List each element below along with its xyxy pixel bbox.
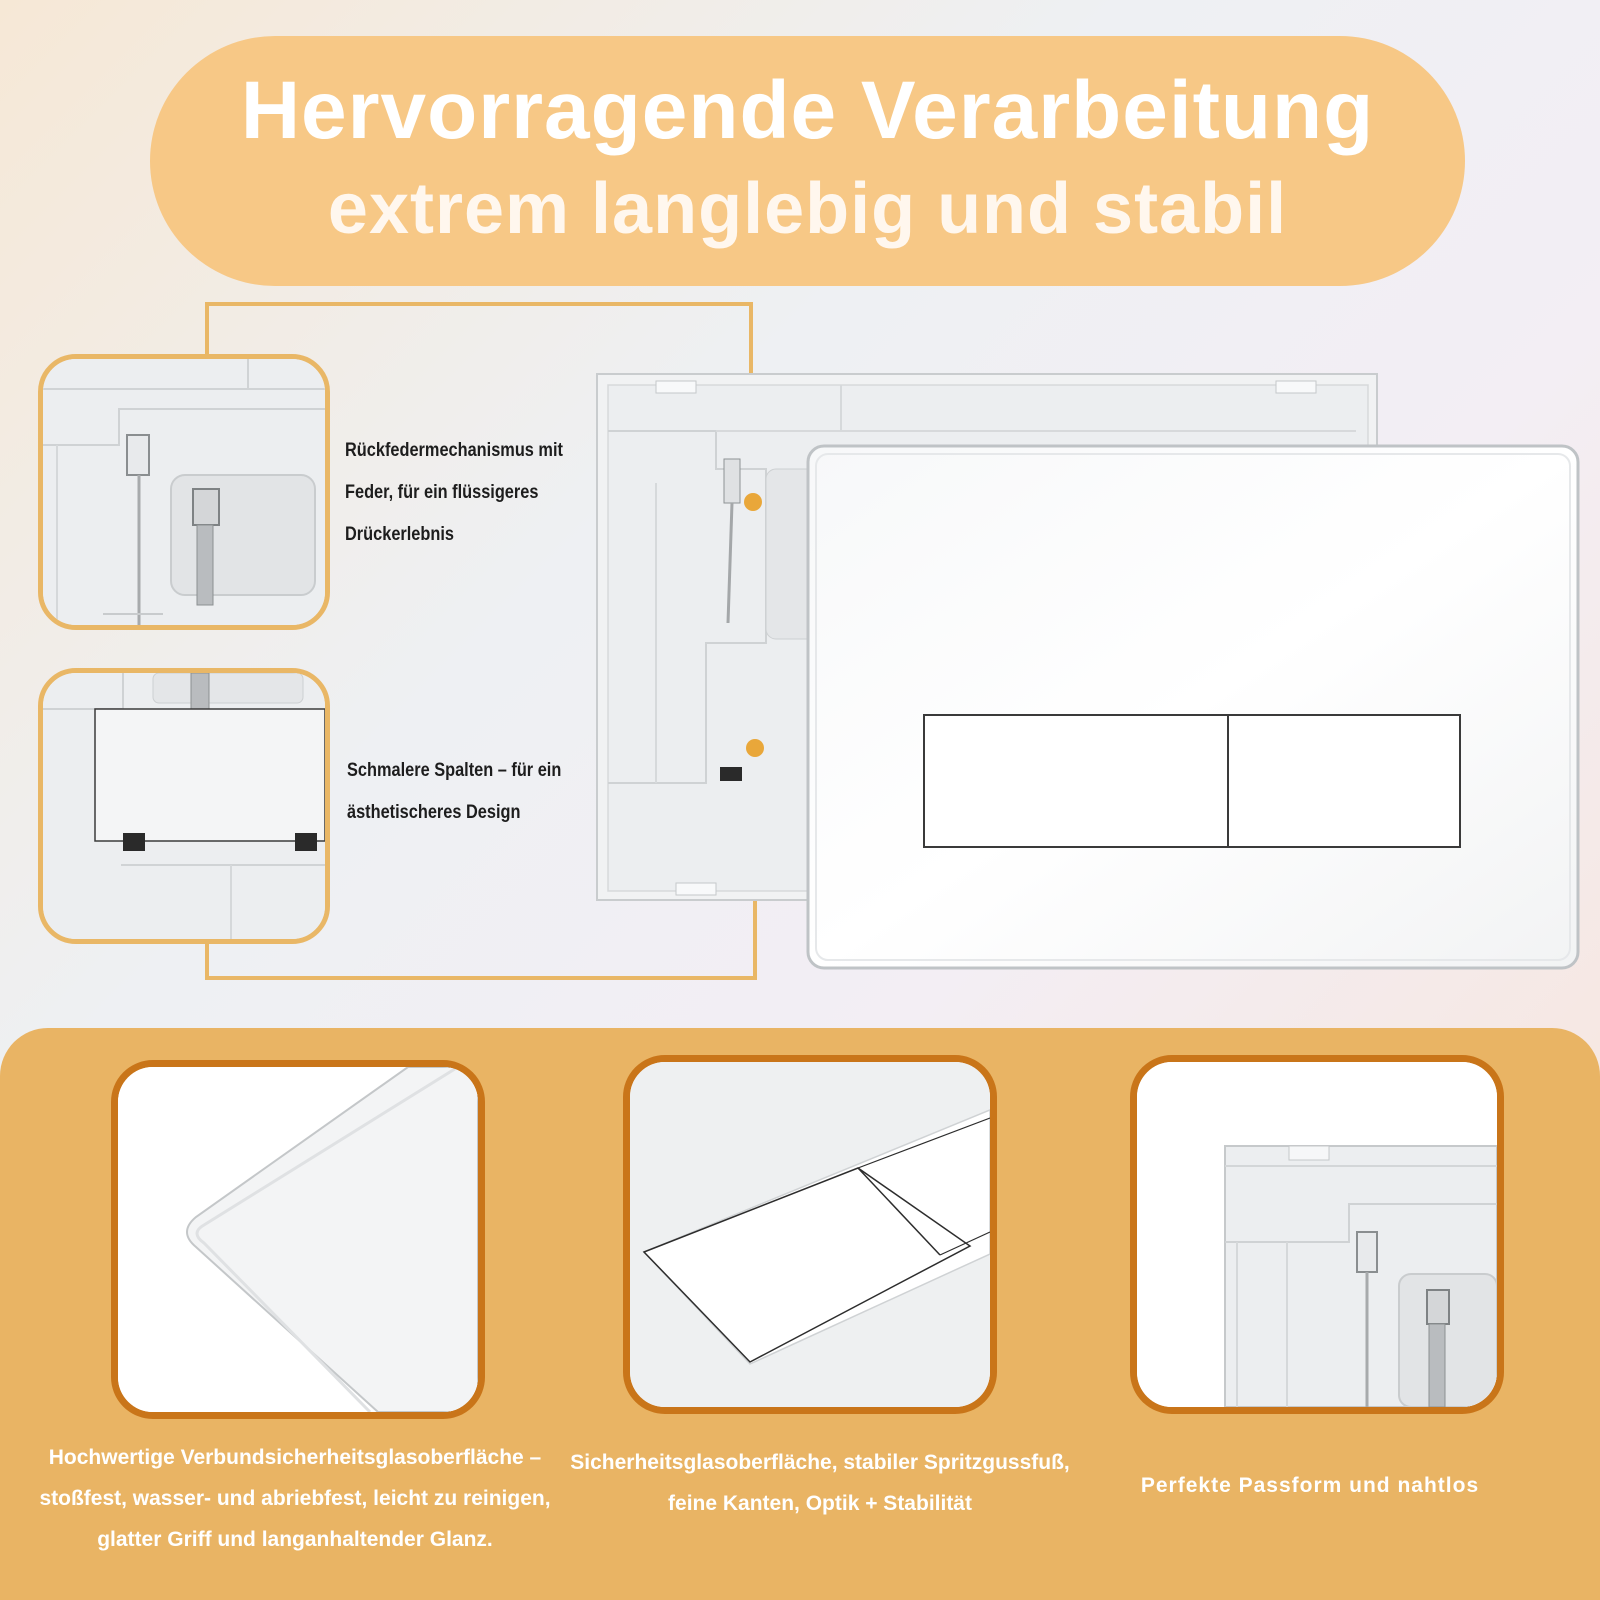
callout-dot-gaps (746, 739, 764, 757)
callout-dot-spring (744, 493, 762, 511)
callout-spring-line-3: Drückerlebnis (345, 524, 454, 545)
detail-spring-image (38, 354, 330, 630)
feature-fit-caption (1110, 1465, 1510, 1506)
feature-glass-line-1: Hochwertige Verbundsicherheitsglasoberfläche – (48, 1446, 542, 1469)
feature-glass-edge-image (111, 1060, 485, 1419)
feature-fit-line-1: Perfekte Passform und nahtlos (1140, 1474, 1480, 1497)
detail-gaps-image (38, 668, 330, 944)
feature-buttons-line-1: Sicherheitsglasoberfläche, stabiler Spritzgussfuß, (570, 1451, 1070, 1474)
callout-gaps-text (347, 750, 605, 834)
feature-buttons-image (623, 1055, 997, 1414)
feature-fit-image (1130, 1055, 1504, 1414)
callout-gaps-line-1: Schmalere Spalten – für ein (347, 760, 562, 781)
callout-spring-text (345, 430, 603, 556)
connector-line-top-horizontal (205, 302, 753, 306)
feature-buttons-line-2: feine Kanten, Optik + Stabilität (668, 1492, 972, 1515)
callout-gaps-line-2: ästhetischeres Design (347, 802, 521, 823)
flush-plate-image (806, 444, 1580, 970)
connector-line-bottom-vertical-left (205, 940, 209, 980)
large-flush-button (924, 715, 1228, 847)
feature-glass-caption (20, 1437, 570, 1560)
feature-buttons-caption (555, 1442, 1085, 1524)
connector-line-top-vertical-left (205, 302, 209, 354)
callout-spring-line-1: Rückfedermechanismus mit (345, 440, 563, 461)
connector-line-bottom-horizontal (205, 976, 757, 980)
small-flush-button (1228, 715, 1460, 847)
page-subtitle: extrem langlebig und stabil (327, 169, 1288, 249)
callout-spring-line-2: Feder, für ein flüssigeres (345, 482, 539, 503)
feature-glass-line-3: glatter Griff und langanhaltender Glanz. (97, 1528, 493, 1551)
feature-glass-line-2: stoßfest, wasser- und abriebfest, leicht zu reinigen, (39, 1487, 551, 1510)
page-title: Hervorragende Verarbeitung (240, 65, 1375, 156)
